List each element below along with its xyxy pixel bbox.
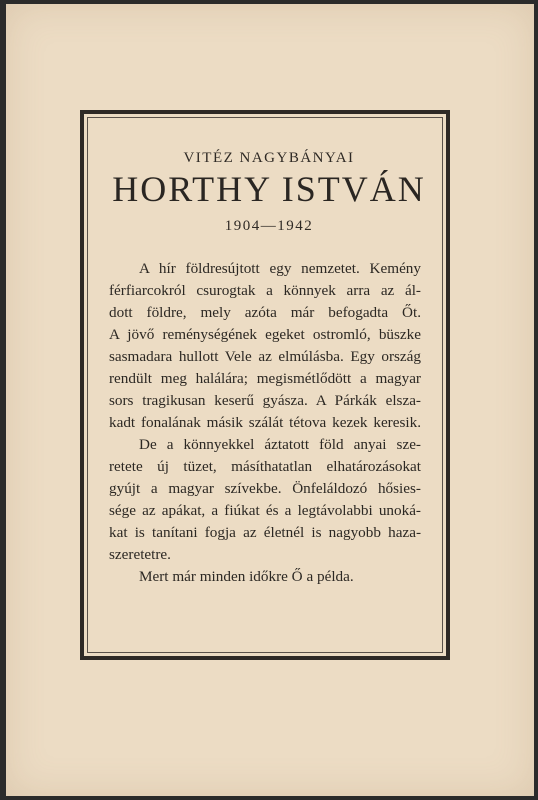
- text-line: gyújt a magyar szívekbe. Önfeláldozó hősies-: [109, 480, 421, 497]
- text-line: De a könnyekkel áztatott föld anyai sze-: [139, 436, 421, 453]
- text-line: sége az apákat, a fiúkat és a legtávolabbi unoká-: [109, 502, 421, 519]
- text-line: A jövő reménységének egeket ostromló, büszke: [109, 326, 421, 343]
- text-line: kadt fonalának másik szálát tétova kezek keresik.: [109, 414, 421, 431]
- subtitle: VITÉZ NAGYBÁNYAI: [183, 150, 355, 166]
- text-line: szeretetre.: [109, 546, 171, 563]
- text-line: retete új tüzet, másíthatatlan elhatározásokat: [109, 458, 421, 475]
- text-line: Mert már minden időkre Ő a példa.: [139, 568, 354, 585]
- text-line: A hír földresújtott egy nemzetet. Kemény: [139, 260, 421, 277]
- life-dates: 1904—1942: [224, 218, 314, 234]
- text-line: dott földre, mely azóta már befogadta Őt.: [109, 304, 421, 321]
- text-line: rendült meg halálára; megismétlődött a magyar: [109, 370, 421, 387]
- text-line: sors tragikusan keserű gyásza. A Párkák elsza-: [109, 392, 421, 409]
- text-line: férfiarcokról csurogtak a könnyek arra az ál-: [109, 282, 421, 299]
- text-line: sasmadara hullott Vele az elmúlásba. Egy ország: [109, 348, 421, 365]
- main-title: HORTHY ISTVÁN: [112, 169, 426, 209]
- text-line: kat is tanítani fogja az életnél is nagyobb haza-: [109, 524, 421, 541]
